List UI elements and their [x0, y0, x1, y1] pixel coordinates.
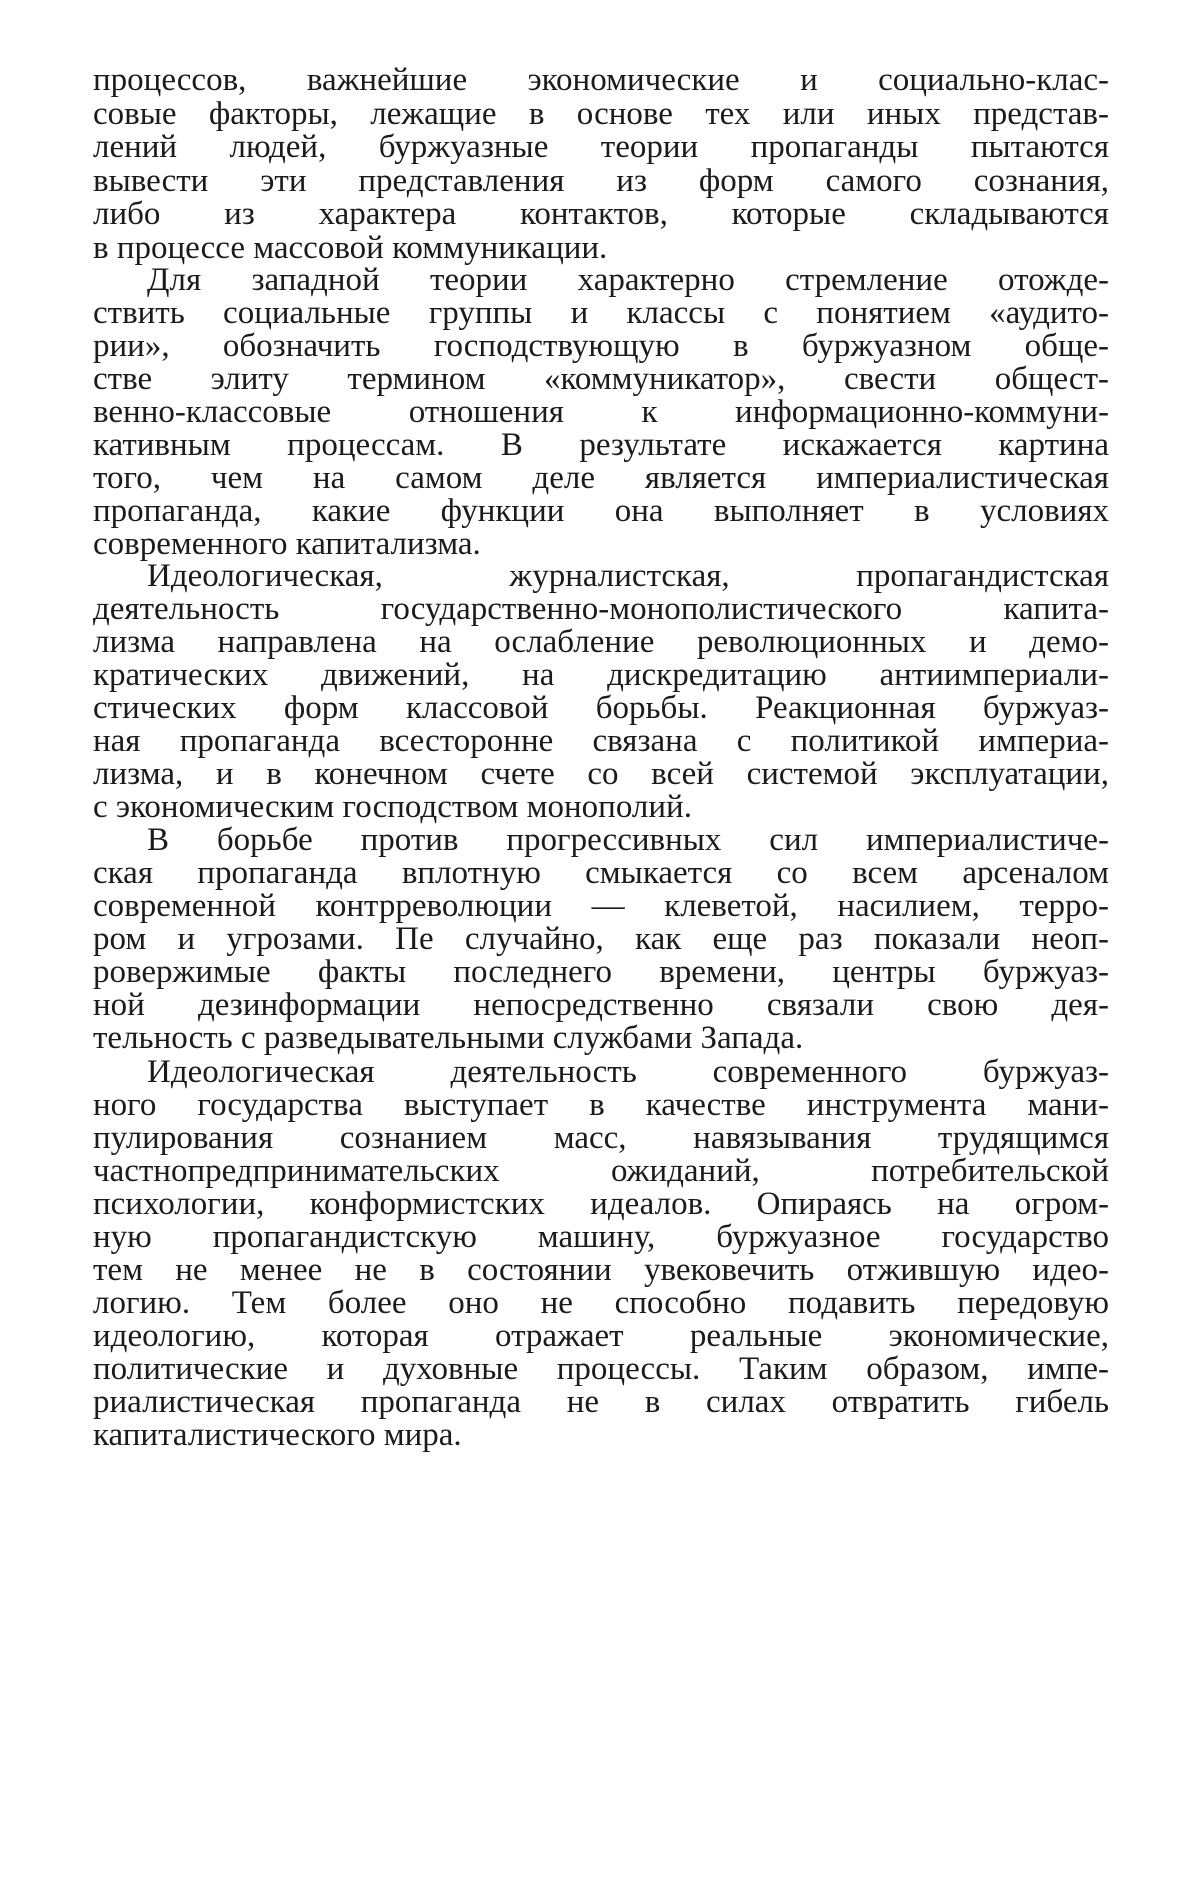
text-line: современной контрреволюции — клеветой, насилием, терро- [93, 888, 1109, 924]
text-line: совые факторы, лежащие в основе тех или иных представ- [93, 96, 1109, 132]
text-line: Идеологическая деятельность современного буржуаз- [147, 1054, 1109, 1090]
text-line: ную пропагандистскую машину, буржуазное государство [93, 1219, 1109, 1255]
text-line: вывести эти представления из форм самого сознания, [93, 163, 1109, 199]
text-line: идеологию, которая отражает реальные экономические, [93, 1318, 1109, 1354]
text-line: В борьбе против прогрессивных сил империалистиче- [147, 822, 1109, 858]
text-line: ская пропаганда вплотную смыкается со всем арсеналом [93, 855, 1109, 891]
text-line: того, чем на самом деле является империалистическая [93, 460, 1109, 496]
text-line: ной дезинформации непосредственно связали свою дея- [93, 987, 1109, 1023]
text-line: лизма направлена на ослабление революционных и демо- [93, 624, 1109, 660]
text-line: деятельность государственно-монополистического капита- [93, 591, 1109, 627]
text-line: стве элиту термином «коммуникатор», свести общест- [93, 361, 1109, 397]
text-line: кативным процессам. В результате искажается картина [93, 427, 1109, 463]
text-line: в процессе массовой коммуникации. [93, 230, 608, 266]
text-line: Для западной теории характерно стремление отожде- [147, 262, 1109, 298]
text-line: тельность с разведывательными службами Запада. [93, 1020, 804, 1056]
text-line: процессов, важнейшие экономические и социально-клас- [93, 62, 1109, 98]
text-line: ного государства выступает в качестве инструмента мани- [93, 1087, 1109, 1123]
text-line: кратических движений, на дискредитацию антиимпериали- [93, 657, 1109, 693]
text-line: рии», обозначить господствующую в буржуазном обще- [93, 328, 1109, 364]
text-line: логию. Тем более оно не способно подавить передовую [93, 1285, 1109, 1321]
text-line: политические и духовные процессы. Таким образом, импе- [93, 1351, 1109, 1387]
text-line: Идеологическая, журналистская, пропагандистская [147, 558, 1109, 594]
text-line: ром и угрозами. Пе случайно, как еще раз показали неоп- [93, 921, 1109, 957]
text-line: ровержимые факты последнего времени, центры буржуаз- [93, 954, 1109, 990]
text-line: лизма, и в конечном счете со всей системой эксплуатации, [93, 756, 1109, 792]
text-line: с экономическим господством монополий. [93, 789, 692, 825]
text-line: ная пропаганда всесторонне связана с политикой империа- [93, 723, 1109, 759]
text-line: капиталистического мира. [93, 1417, 462, 1453]
text-line: тем не менее не в состоянии увековечить отжившую идео- [93, 1252, 1109, 1288]
text-line: современного капитализма. [93, 526, 481, 562]
text-line: психологии, конформистских идеалов. Опираясь на огром- [93, 1186, 1109, 1222]
text-line: ствить социальные группы и классы с понятием «аудито- [93, 295, 1109, 331]
text-line: венно-классовые отношения к информационно-коммуни- [93, 394, 1109, 430]
text-line: стических форм классовой борьбы. Реакционная буржуаз- [93, 690, 1109, 726]
text-line: пулирования сознанием масс, навязывания трудящимся [93, 1120, 1109, 1156]
text-line: пропаганда, какие функции она выполняет в условиях [93, 493, 1109, 529]
text-line: риалистическая пропаганда не в силах отвратить гибель [93, 1384, 1109, 1420]
text-line: частнопредпринимательских ожиданий, потребительской [93, 1153, 1109, 1189]
text-line: либо из характера контактов, которые складываются [93, 196, 1109, 232]
text-line: лений людей, буржуазные теории пропаганды пытаются [93, 129, 1109, 165]
